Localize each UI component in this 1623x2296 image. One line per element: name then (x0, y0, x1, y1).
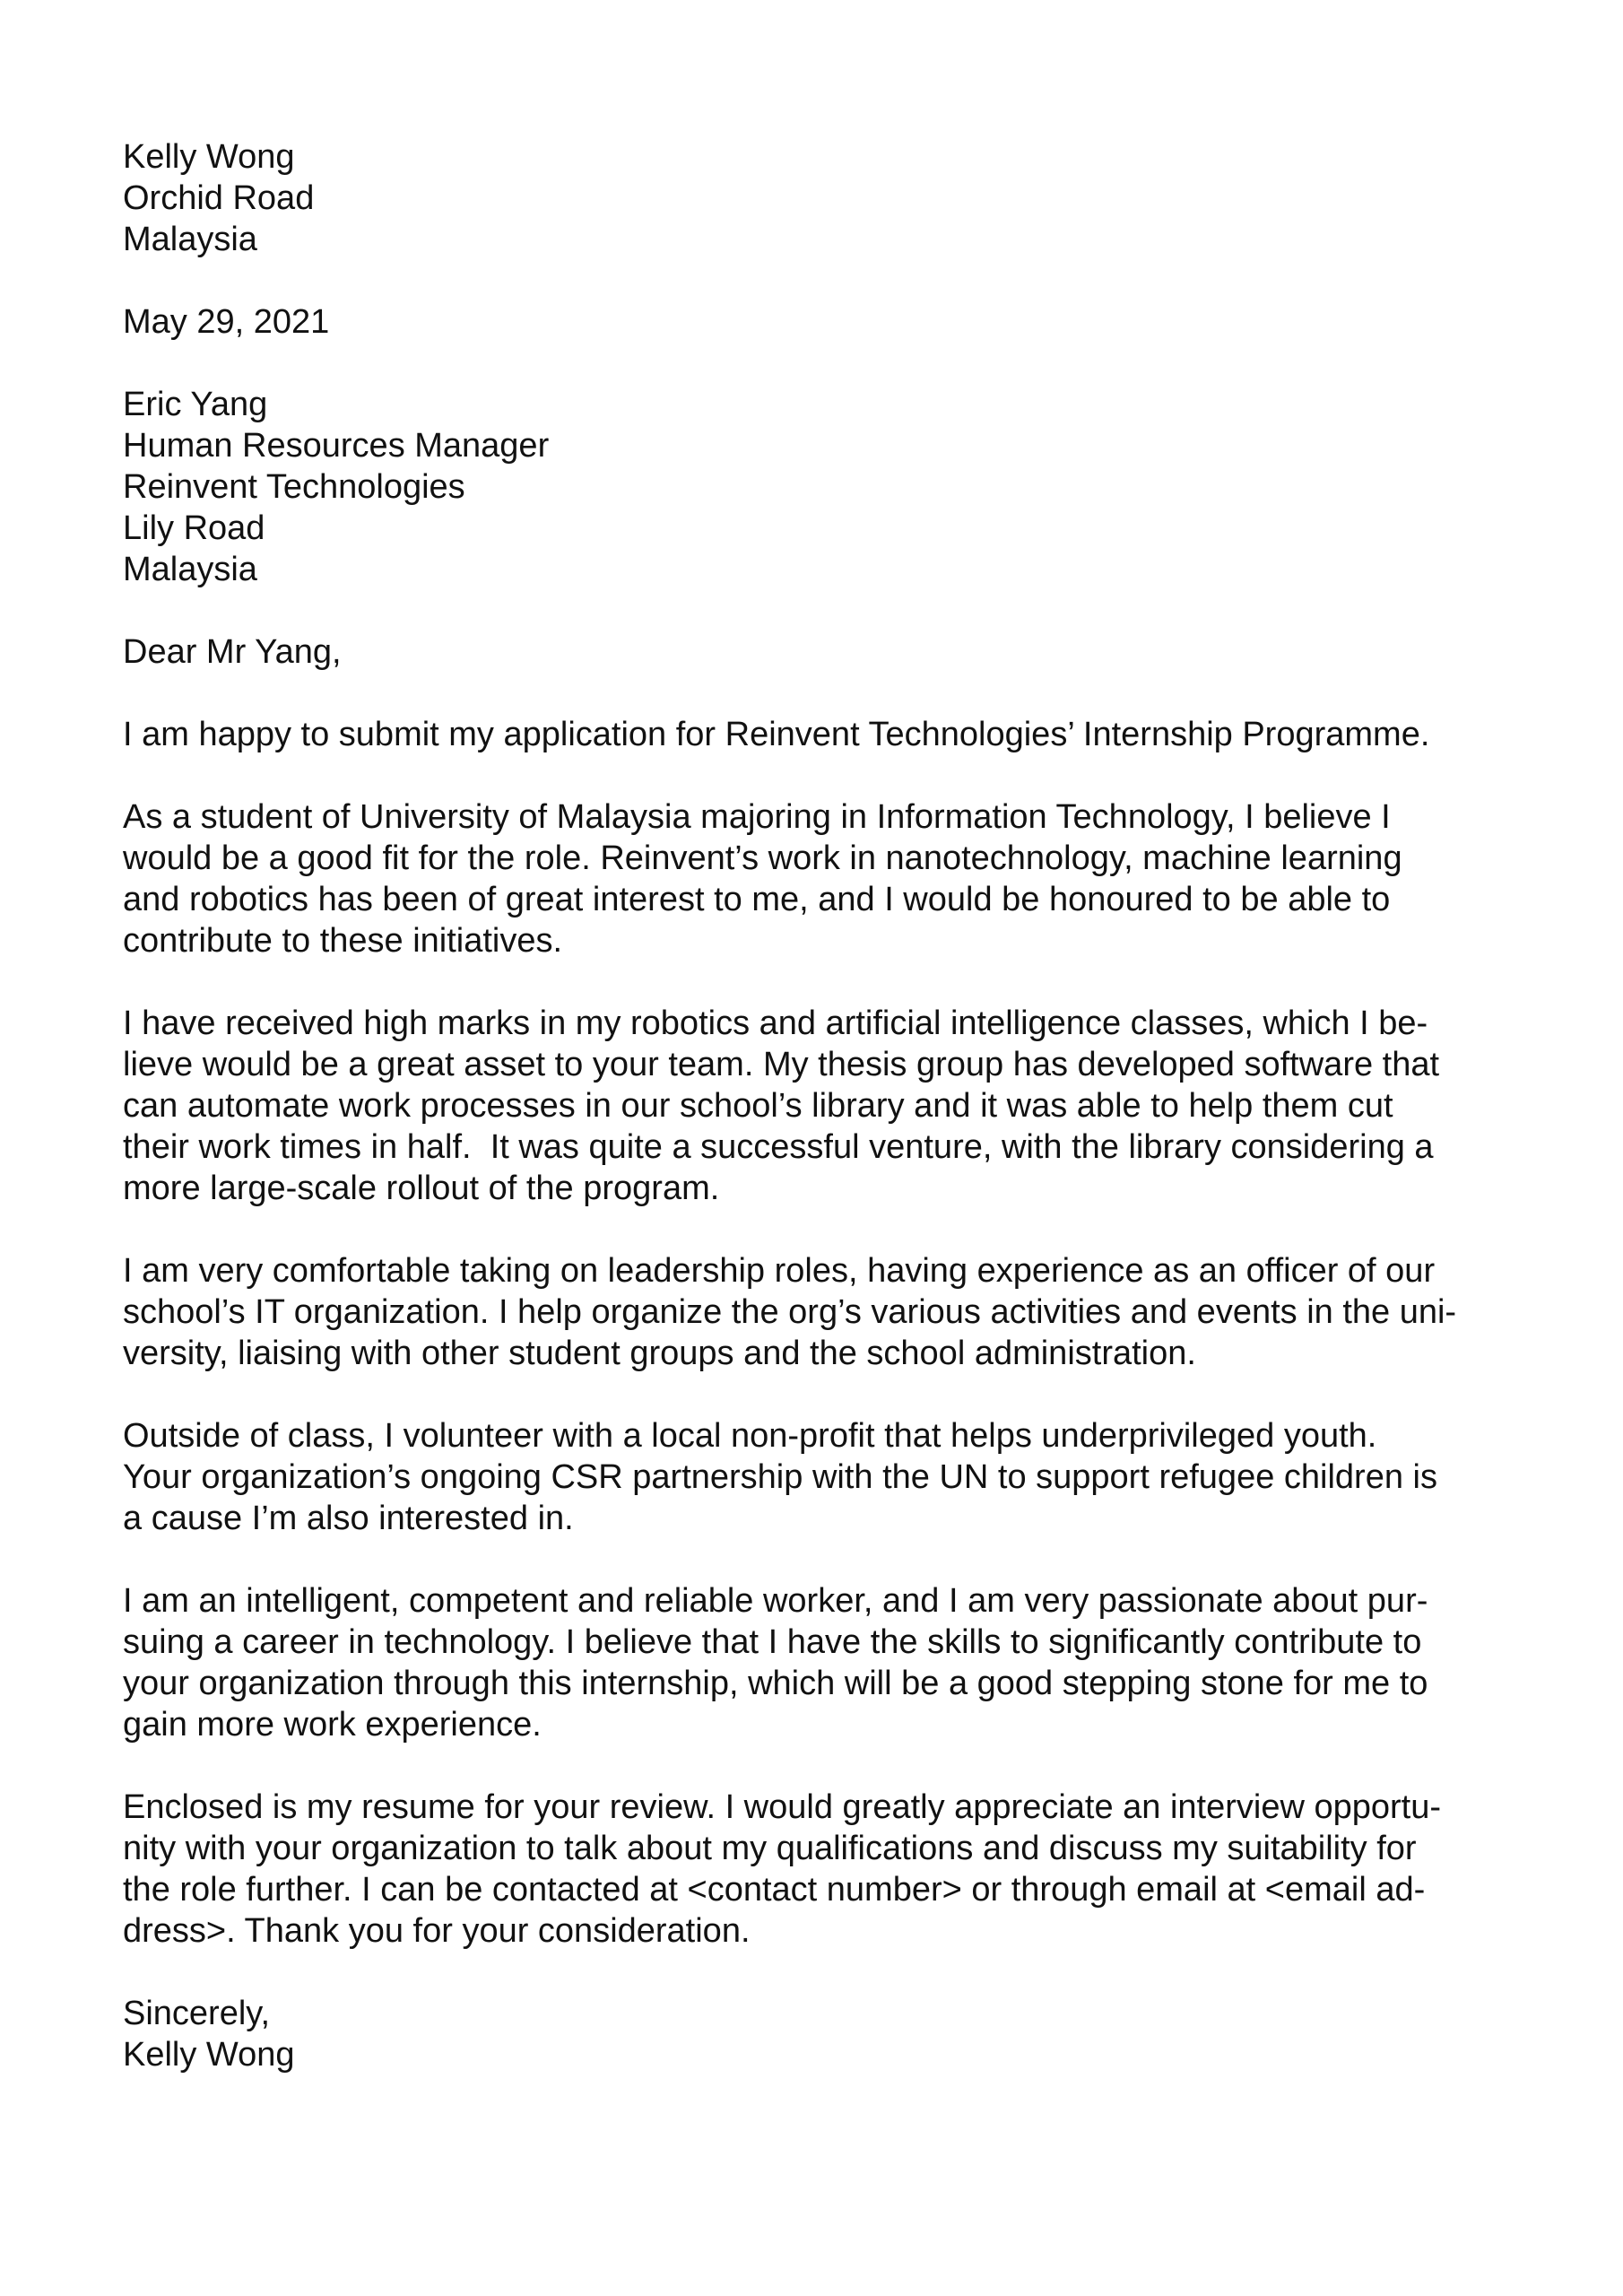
paragraph-line: and robotics has been of great interest to me, and I would be honoured to be able to (123, 881, 1391, 918)
paragraph-line: gain more work experience. (123, 1706, 542, 1744)
body-paragraph-5 (123, 1415, 1522, 1539)
body-paragraph-6 (123, 1580, 1522, 1745)
body-paragraph-7 (123, 1787, 1522, 1952)
paragraph-line: Outside of class, I volunteer with a local non-profit that helps underprivileged youth. (123, 1417, 1377, 1455)
closing-block (123, 1993, 1522, 2075)
sender-block (123, 136, 1522, 260)
paragraph-line: I have received high marks in my robotics and artificial intelligence classes, which I be- (123, 1004, 1428, 1042)
signature-name: Kelly Wong (123, 2036, 295, 2074)
paragraph-line: school’s IT organization. I help organize the org’s various activities and events in the uni- (123, 1293, 1457, 1331)
sender-country: Malaysia (123, 221, 257, 258)
paragraph-line: Your organization’s ongoing CSR partnership with the UN to support refugee children is (123, 1458, 1437, 1496)
paragraph-line: versity, liaising with other student groups and the school administration. (123, 1335, 1196, 1372)
letter-page (123, 136, 1522, 2075)
body-paragraph-4 (123, 1250, 1522, 1374)
paragraph-line: As a student of University of Malaysia majoring in Information Technology, I believe I (123, 798, 1391, 836)
paragraph-line: contribute to these initiatives. (123, 922, 563, 960)
body-paragraph-3 (123, 1003, 1522, 1209)
recipient-country: Malaysia (123, 551, 257, 588)
paragraph-line: dress>. Thank you for your consideration. (123, 1912, 751, 1950)
closing: Sincerely, (123, 1995, 271, 2032)
body-paragraph-2 (123, 796, 1522, 961)
paragraph-line: I am an intelligent, competent and reliable worker, and I am very passionate about pur- (123, 1582, 1428, 1620)
body-paragraph-1 (123, 714, 1522, 755)
paragraph-line: suing a career in technology. I believe that I have the skills to significantly contribute to (123, 1623, 1422, 1661)
paragraph-line: their work times in half. It was quite a successful venture, with the library considering a (123, 1128, 1434, 1166)
paragraph-line: can automate work processes in our school’s library and it was able to help them cut (123, 1087, 1393, 1125)
letter-date: May 29, 2021 (123, 303, 330, 341)
paragraph-line: more large-scale rollout of the program. (123, 1170, 720, 1207)
paragraph-line: I am happy to submit my application for Reinvent Technologies’ Internship Programme. (123, 716, 1430, 753)
paragraph-line: lieve would be a great asset to your team. My thesis group has developed software that (123, 1046, 1440, 1083)
paragraph-line: a cause I’m also interested in. (123, 1500, 574, 1537)
recipient-company: Reinvent Technologies (123, 468, 465, 506)
paragraph-line: I am very comfortable taking on leadership roles, having experience as an officer of our (123, 1252, 1436, 1290)
paragraph-line: Enclosed is my resume for your review. I would greatly appreciate an interview opportu- (123, 1788, 1442, 1826)
recipient-name: Eric Yang (123, 386, 268, 423)
paragraph-line: the role further. I can be contacted at <contact number> or through email at <email ad- (123, 1871, 1426, 1909)
salutation: Dear Mr Yang, (123, 633, 342, 671)
paragraph-line: nity with your organization to talk about my qualifications and discuss my suitability for (123, 1830, 1417, 1867)
recipient-title: Human Resources Manager (123, 427, 550, 465)
recipient-block (123, 384, 1522, 590)
sender-name: Kelly Wong (123, 138, 295, 176)
sender-street: Orchid Road (123, 179, 315, 217)
recipient-street: Lily Road (123, 509, 265, 547)
paragraph-line: your organization through this internship, which will be a good stepping stone for me to (123, 1665, 1428, 1702)
paragraph-line: would be a good fit for the role. Reinvent’s work in nanotechnology, machine learning (123, 839, 1402, 877)
